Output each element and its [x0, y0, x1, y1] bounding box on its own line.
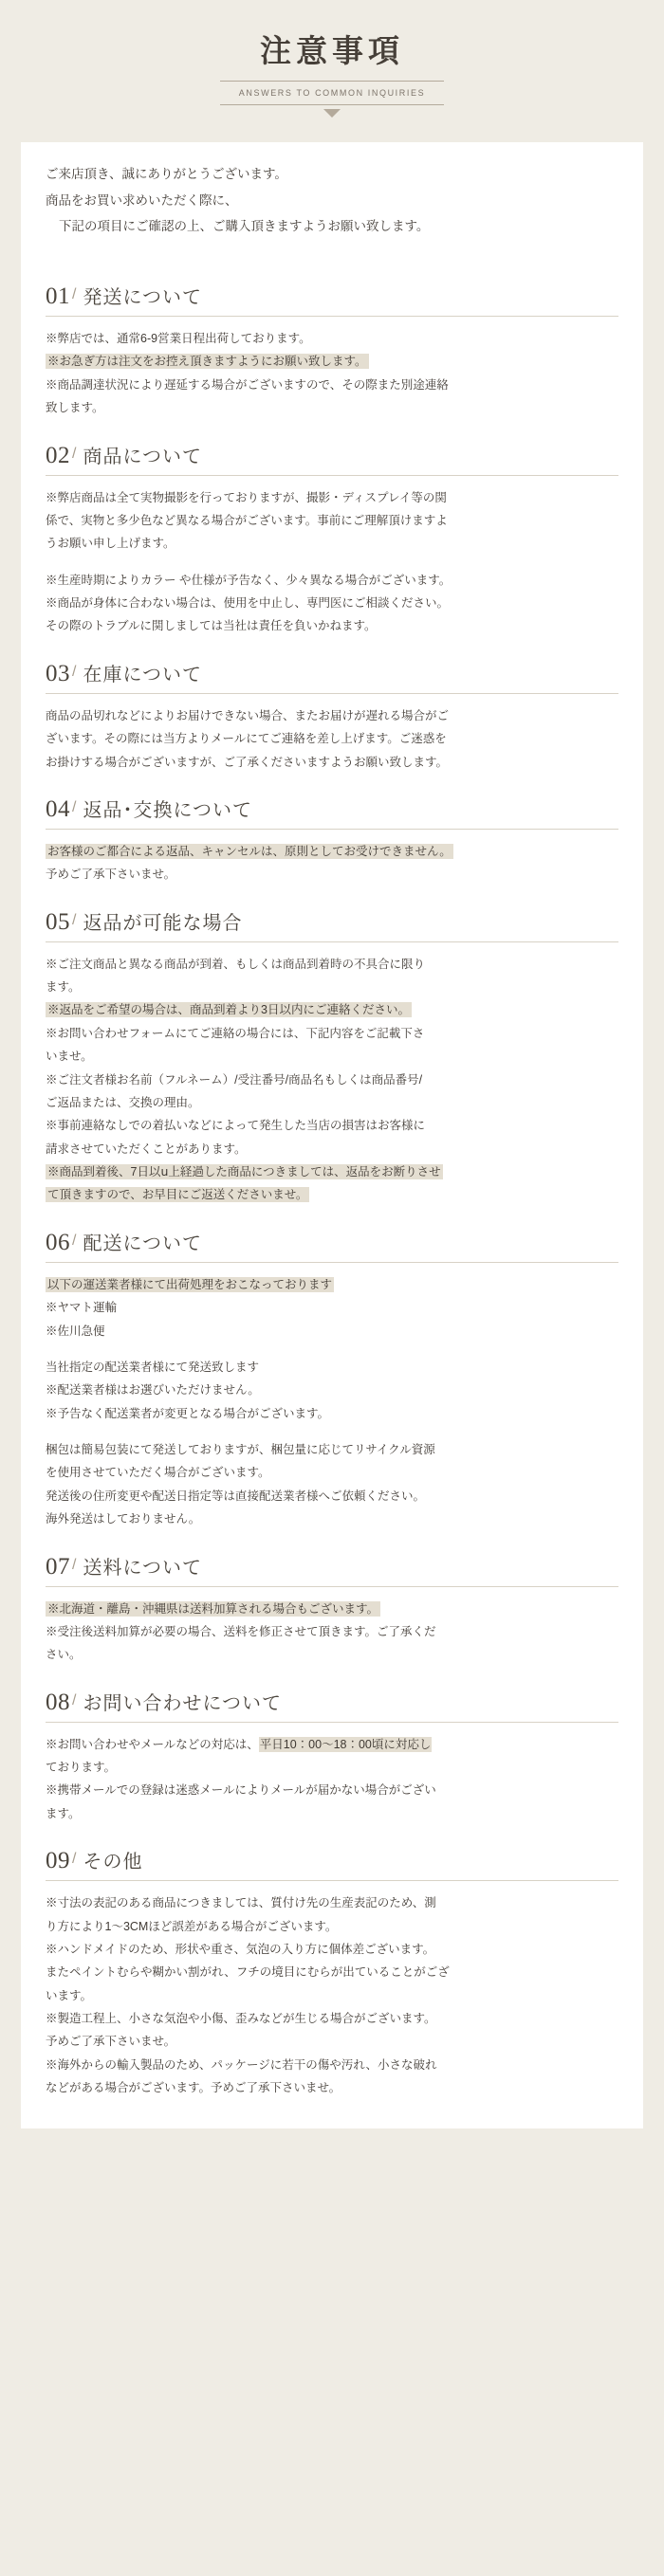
section-line: ※携帯メールでの登録は迷惑メールによりメールが届かない場合がござい: [46, 1783, 436, 1798]
slash-icon: /: [72, 1556, 77, 1573]
section-line: います。: [46, 1988, 93, 2002]
section-line: [46, 1183, 618, 1206]
section-line: またペイントむらや糊かい割がれ、フチの境目にむらが出ていることがござ: [46, 1965, 450, 1980]
section-body: [46, 1273, 618, 1531]
section-header: [46, 1667, 618, 1723]
section-line: 係で、実物と多少色など異なる場合がございます。事前にご理解頂けますよ: [46, 513, 448, 527]
section-body: [46, 486, 618, 638]
section-body: [46, 1733, 618, 1826]
section-line: 請求させていただくことがあります。: [46, 1142, 247, 1156]
section-line: ※弊店では、通常6-9営業日程出荷しております。: [46, 332, 311, 346]
section-header: [46, 1531, 618, 1587]
section-header: [46, 1207, 618, 1263]
section-line: ※ご注文者様お名前（フルネーム）/受注番号/商品名もしくは商品番号/: [46, 1072, 423, 1087]
highlight-span: ※北海道・離島・沖縄県は送料加算される場合もございます。: [47, 1601, 379, 1616]
header-divider-top: [220, 81, 444, 82]
section-line: ※お問い合わせやメールなどの対応は、平日10：00～18：00頃に対応し: [46, 1737, 432, 1751]
section-line: [46, 1273, 618, 1296]
highlight-span: ※返品をご希望の場合は、商品到着より3日以内にご連絡ください。: [47, 1003, 410, 1017]
section-body: [46, 327, 618, 420]
section-09: [21, 1825, 643, 2099]
section-line: ております。: [46, 1761, 117, 1775]
section-title: その他: [83, 1852, 143, 1873]
section-title: 配送について: [83, 1233, 203, 1254]
section-line: ご返品または、交換の理由。: [46, 1095, 200, 1109]
section-line: ※事前連絡なしでの着払いなどによって発生した当店の損害はお客様に: [46, 1119, 426, 1133]
section-line: り方により1～3CMほど誤差がある場合がございます。: [46, 1919, 338, 1933]
section-line: ※海外からの輸入製品のため、パッケージに若干の傷や汚れ、小さな破れ: [46, 2057, 437, 2072]
section-04: [21, 774, 643, 886]
section-title: 商品について: [83, 446, 203, 467]
section-line: いませ。: [46, 1050, 93, 1064]
section-line: ※佐川急便: [46, 1324, 105, 1338]
section-line: [46, 1598, 618, 1620]
page-subtitle: ANSWERS TO COMMON INQUIRIES: [238, 88, 426, 98]
section-title: 在庫について: [83, 664, 203, 685]
section-line: 致します。: [46, 401, 104, 415]
section-header: [46, 420, 618, 476]
section-line: ※受注後送料加算が必要の場合、送料を修正させて頂きます。ご了承くだ: [46, 1624, 436, 1638]
section-line: 海外発送はしておりません。: [46, 1512, 201, 1526]
section-header: [46, 886, 618, 942]
highlight-span: ※お急ぎ方は注文をお控え頂きますようにお願い致します。: [47, 355, 367, 369]
section-line: などがある場合がございます。予めご了承下さいませ。: [46, 2081, 341, 2095]
section-line: その際のトラブルに関しましては当社は責任を負いかねます。: [46, 619, 377, 633]
section-number: 08: [46, 1689, 70, 1715]
section-line: 発送後の住所変更や配送日指定等は直接配送業者様へご依頼ください。: [46, 1489, 426, 1503]
section-line: [46, 998, 618, 1021]
section-body: [46, 704, 618, 774]
section-line: を使用させていただく場合がございます。: [46, 1466, 270, 1480]
section-line: ※ヤマト運輸: [46, 1301, 118, 1315]
intro-box: [21, 142, 643, 261]
section-body: [46, 953, 618, 1207]
section-line: 商品の品切れなどによりお届けできない場合、またお届けが遅れる場合がご: [46, 708, 450, 722]
section-line: 梱包は簡易包装にて発送しておりますが、梱包量に応じてリサイクル資源: [46, 1443, 435, 1457]
highlight-span: 平日10：00～18：00頃に対応し: [259, 1737, 432, 1751]
highlight-span: ※商品到着後、7日以ս上経過した商品につきましては、返品をお断りさせ: [47, 1165, 441, 1179]
section-line: お掛けする場合がございますが、ご了承くださいますようお願い致します。: [46, 755, 449, 769]
section-06: [21, 1207, 643, 1531]
section-title: 発送について: [83, 287, 203, 309]
section-line: ※生産時期によりカラー や仕様が予告なく、少々異なる場合がございます。: [46, 573, 452, 587]
section-line: 当社指定の配送業者様にて発送致します: [46, 1360, 260, 1374]
down-arrow-icon: [323, 109, 341, 118]
section-number: 06: [46, 1229, 70, 1255]
section-header: [46, 638, 618, 694]
section-number: 01: [46, 283, 70, 310]
section-line: ※ご注文商品と異なる商品が到着、もしくは商品到着時の不具合に限り: [46, 957, 426, 971]
section-01: [21, 261, 643, 420]
intro-line-2: 商品をお買い求めいただく際に、: [46, 192, 238, 208]
section-line: ※予告なく配送業者が変更となる場合がございます。: [46, 1406, 330, 1420]
section-08: [21, 1667, 643, 1826]
section-line: [46, 840, 618, 863]
section-line: [46, 1160, 618, 1183]
section-line: ※商品が身体に合わない場合は、使用を中止し、専門医にご相談ください。: [46, 596, 450, 611]
highlight-span: お客様のご都合による返品、キャンセルは、原則としてお受けできません。: [47, 844, 452, 858]
section-body: [46, 1598, 618, 1667]
section-line: 予めご了承下さいませ。: [46, 868, 176, 882]
slash-icon: /: [72, 1232, 77, 1249]
section-02: [21, 420, 643, 638]
section-title: 送料について: [83, 1557, 203, 1579]
section-03: [21, 638, 643, 774]
slash-icon: /: [72, 911, 77, 928]
section-header: [46, 261, 618, 317]
section-title: 返品が可能な場合: [83, 912, 243, 934]
highlight-span: て頂きますので、お早目にご返送くださいませ。: [47, 1188, 308, 1202]
section-line: うお願い申し上げます。: [46, 537, 175, 551]
section-line: ※寸法の表記のある商品につきましては、質付け先の生産表記のため、測: [46, 1896, 436, 1910]
section-number: 09: [46, 1848, 70, 1874]
section-line: [46, 350, 618, 373]
header-divider-bottom: [220, 104, 444, 105]
section-body: [46, 840, 618, 886]
slash-icon: /: [72, 286, 77, 303]
intro-line-1: ご来店頂き、誠にありがとうございます。: [46, 167, 287, 181]
slash-icon: /: [72, 1691, 77, 1708]
section-line: ざいます。その際には当方よりメールにてご連絡を差し上げます。ご迷惑を: [46, 732, 447, 746]
section-line: 予めご了承下さいませ。: [46, 2035, 176, 2049]
section-number: 02: [46, 442, 70, 468]
slash-icon: /: [72, 663, 77, 680]
page-title: 注意事項: [260, 35, 404, 69]
section-07: [21, 1531, 643, 1667]
section-number: 04: [46, 795, 70, 822]
intro-line-3: 下記の項目にご確認の上、ご購入頂きますようお願い致します。: [59, 219, 430, 234]
section-line: ※ハンドメイドのため、形状や重さ、気泡の入り方に個体差ございます。: [46, 1942, 435, 1956]
section-line: ※お問い合わせフォームにてご連絡の場合には、下記内容をご記載下さ: [46, 1026, 425, 1040]
slash-icon: /: [72, 445, 77, 462]
section-header: [46, 1825, 618, 1881]
section-line: さい。: [46, 1648, 82, 1662]
section-05: [21, 886, 643, 1207]
section-title: お問い合わせについて: [83, 1692, 283, 1714]
page-header: [0, 0, 664, 127]
section-number: 07: [46, 1553, 70, 1580]
highlight-span: 以下の運送業者様にて出荷処理をおこなっております: [47, 1277, 333, 1291]
section-line: ※商品調達状況により遅延する場合がございますので、その際また別途連絡: [46, 377, 449, 392]
section-number: 03: [46, 660, 70, 686]
section-line: ※弊店商品は全て実物撮影を行っておりますが、撮影・ディスプレイ等の関: [46, 490, 447, 504]
slash-icon: /: [72, 1851, 77, 1868]
section-line: ※配送業者様はお選びいただけません。: [46, 1383, 260, 1398]
section-body: [46, 1891, 618, 2099]
section-line: ※製造工程上、小さな気泡や小傷、歪みなどが生じる場合がございます。: [46, 2012, 436, 2026]
sections-container: [21, 261, 643, 2128]
slash-icon: /: [72, 798, 77, 815]
section-title: 返品･交換について: [83, 799, 253, 821]
section-line: ます。: [46, 1806, 81, 1820]
section-number: 05: [46, 908, 70, 935]
section-line: ます。: [46, 980, 81, 995]
section-header: [46, 774, 618, 830]
